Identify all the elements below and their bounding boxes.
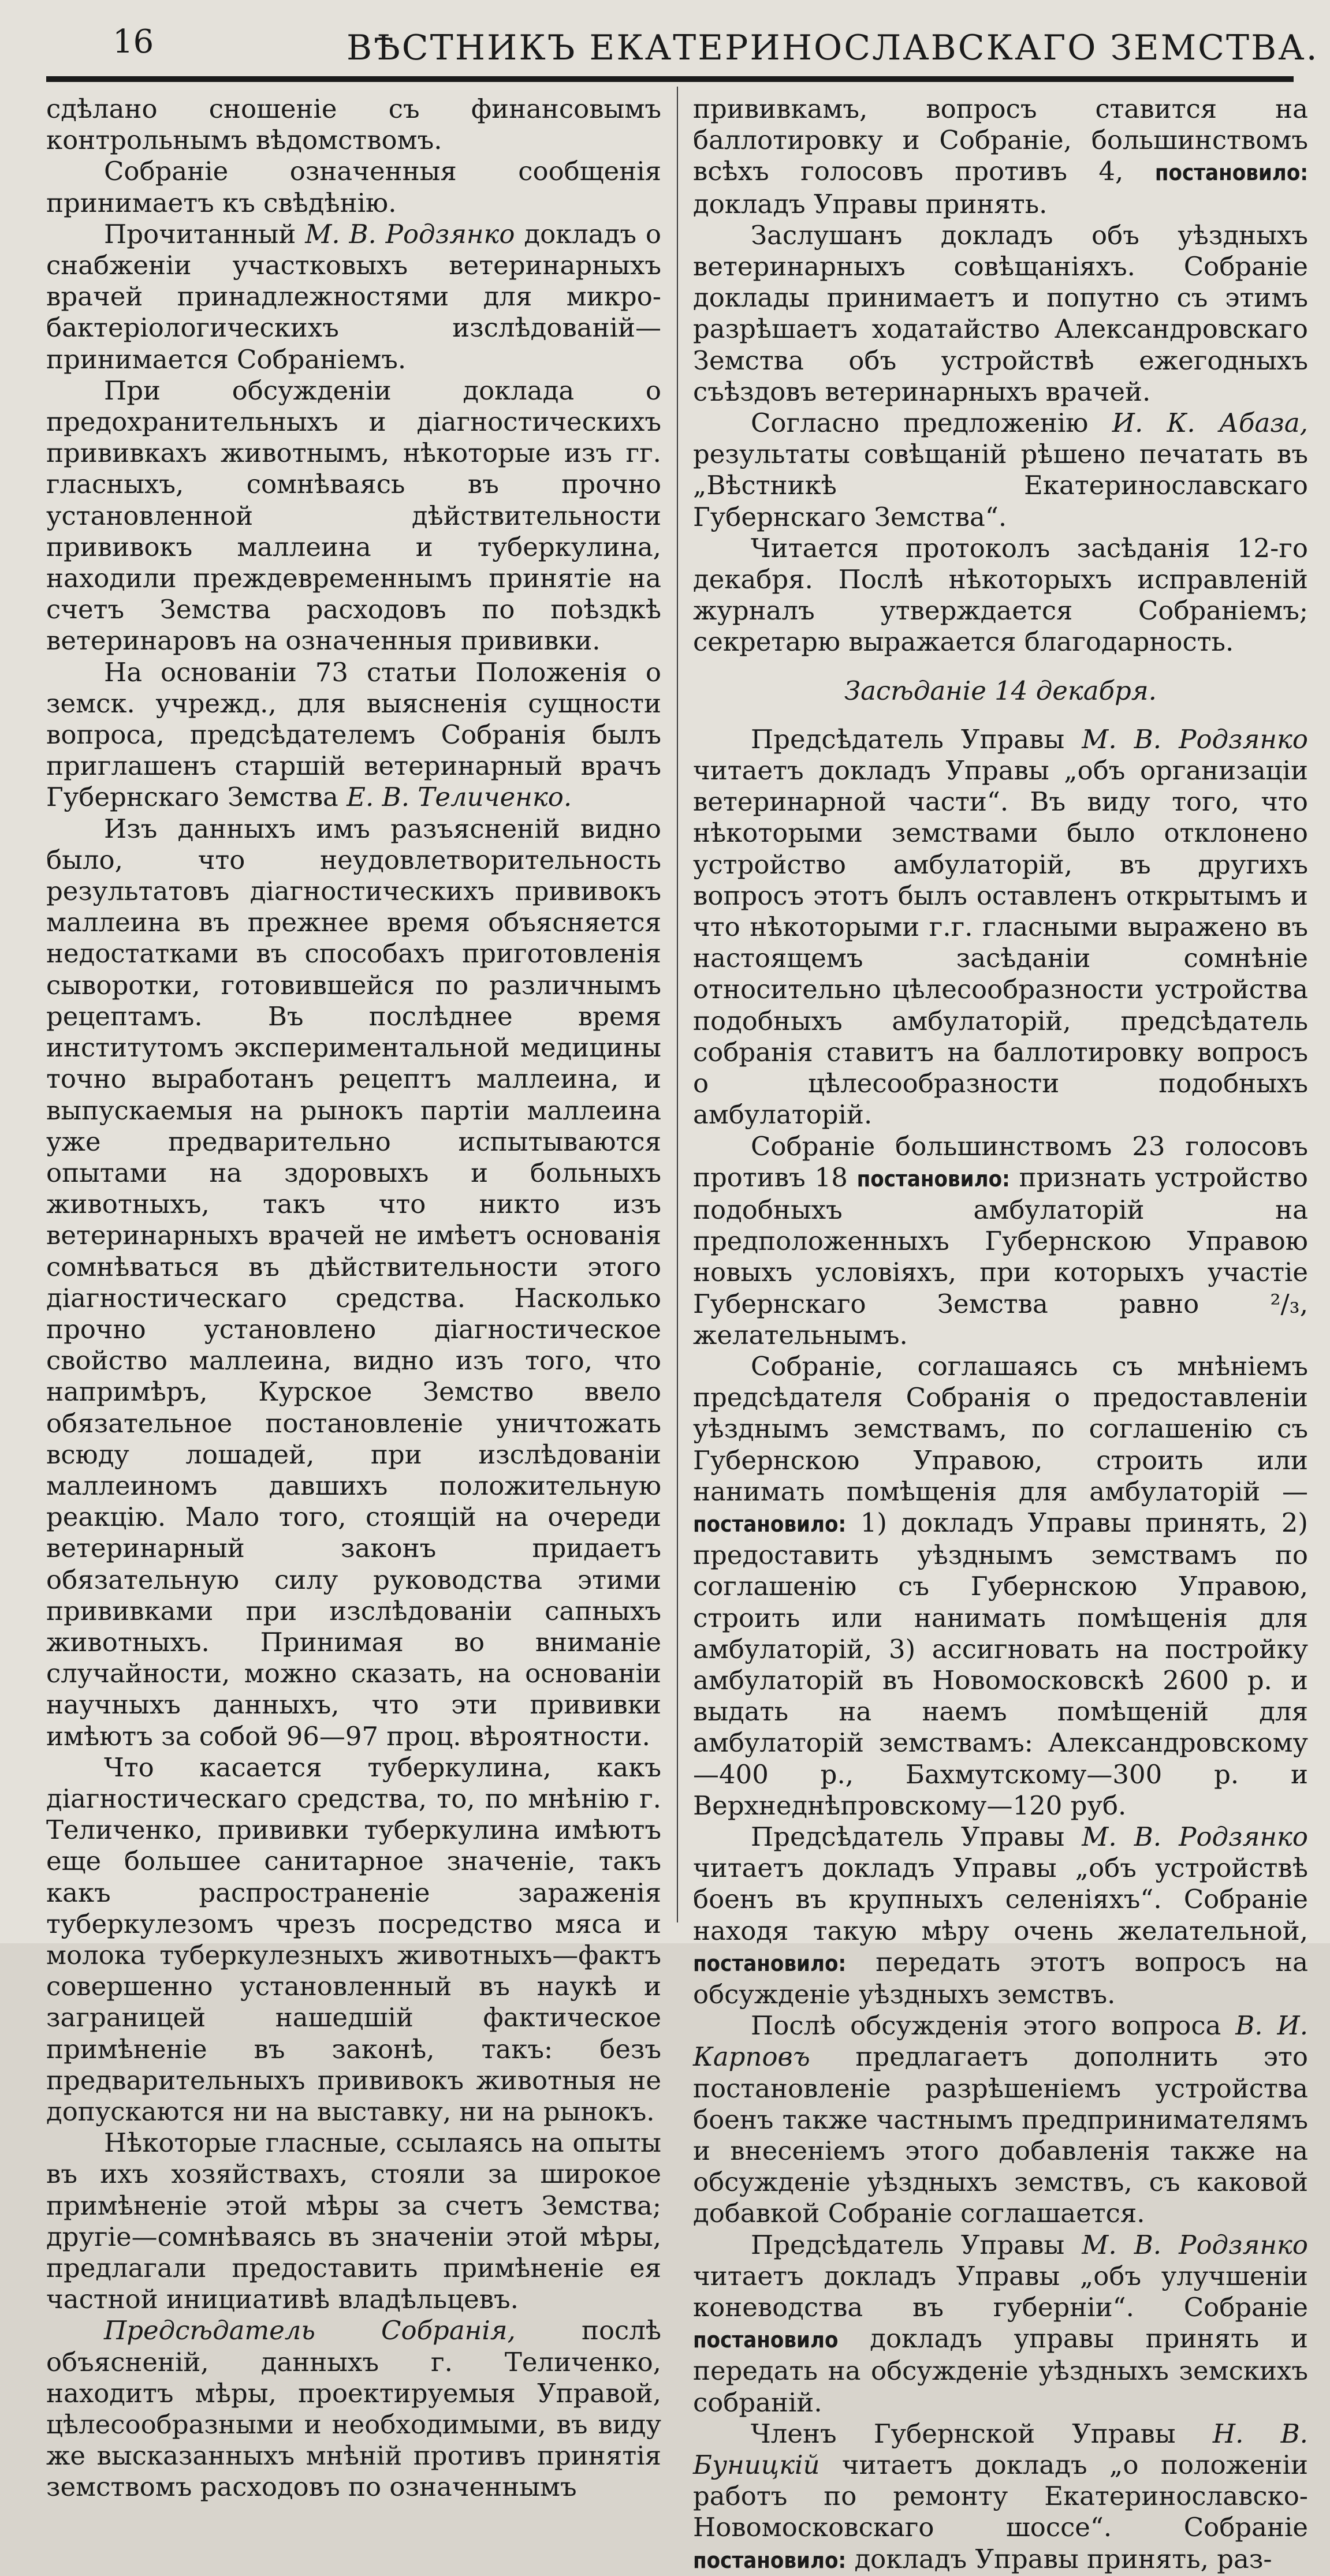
paragraph: [693, 220, 1308, 408]
text-run: результаты совѣщаній рѣшено печатать въ „Вѣстникѣ Екатеринославскаго Губернскаго Земства“.: [693, 439, 1308, 532]
paragraph: [46, 657, 661, 813]
text-run: докладъ управы принять и передать на обсужденіе уѣздныхъ земскихъ собраній.: [693, 2323, 1308, 2418]
page-number: 16: [113, 23, 154, 61]
paragraph: [693, 1131, 1308, 1351]
italic-name: Е. В. Теличенко.: [347, 782, 572, 813]
paragraph: [693, 2418, 1308, 2576]
resolution-label: постановило:: [693, 2547, 847, 2573]
italic-name: И. К. Абаза,: [1112, 408, 1308, 439]
resolution-label: постановило:: [1154, 160, 1308, 186]
text-run: Читается протоколъ засѣданія 12-го декабря. Послѣ нѣкоторыхъ исправленій журналъ утверждается Собраніемъ; секретарю выражается благодарность.: [693, 532, 1308, 658]
header-rule: [46, 76, 1294, 82]
paragraph: [46, 156, 661, 218]
text-run: предлагаетъ дополнить это постановленіе разрѣшеніемъ устройства боенъ также частнымъ предпринимателямъ и внесеніемъ этого добавленія также на обсужденіе уѣздныхъ земствъ, съ каковой добавкой Собраніе соглашается.: [693, 2041, 1308, 2229]
paragraph: [46, 1752, 661, 2127]
left-column: [46, 94, 661, 2503]
resolution-label: постановило:: [856, 1166, 1010, 1192]
text-run: Собраніе, соглашаясь съ мнѣніемъ предсѣдателя Собранія о предоставленіи уѣзднымъ земствамъ, по соглашенію съ Губернскою Управою, строить или нанимать помѣщенія для амбулаторій —: [693, 1350, 1308, 1507]
text-run: Послѣ обсужденія этого вопроса: [751, 2010, 1236, 2041]
paragraph: [693, 2010, 1308, 2229]
text-run: передать этотъ вопросъ на обсужденіе уѣздныхъ земствъ.: [693, 1946, 1308, 2010]
italic-name: Н. В. Буницкій: [693, 2418, 1308, 2481]
italic-name: М. В. Родзянко: [1082, 1821, 1309, 1852]
paragraph: [693, 408, 1308, 533]
text-run: Что касается туберкулина, какъ діагностическаго средства, то, по мнѣнію г. Теличенко, прививки туберкулина имѣютъ еще большее санитарное значеніе, такъ какъ распространеніе зараженія туберкулезомъ чрезъ посредство мяса и молока туберкулезныхъ животныхъ—фактъ совершенно установленный въ наукѣ и заграницей нашедшій фактическое примѣненіе въ законѣ, такъ: безъ предварительныхъ прививокъ животныя не допускаются ни на выставку, ни на рынокъ.: [46, 1752, 661, 2127]
paragraph: [693, 533, 1308, 658]
paragraph: [46, 813, 661, 1752]
text-run: Согласно предложенію: [751, 408, 1112, 439]
resolution-label: постановило:: [693, 1950, 847, 1976]
text-run: Предсѣдатель Управы: [751, 723, 1082, 755]
paragraph: [46, 2127, 661, 2315]
text-run: читаетъ докладъ Управы „объ устройствѣ боенъ въ крупныхъ селеніяхъ“. Собраніе находя такую мѣру очень желательной,: [693, 1853, 1308, 1946]
text-run: Собраніе означенныя сообщенія принимаетъ къ свѣдѣнію.: [46, 156, 661, 218]
text-run: читаетъ докладъ „о положеніи работъ по ремонту Екатеринославско-Новомосковскаго шоссе“. Собраніе: [693, 2450, 1308, 2543]
text-run: послѣ объясненій, данныхъ г. Теличенко, находитъ мѣры, проектируемыя Управой, цѣлесообразными и необходимыми, въ виду же высказанныхъ мнѣній противъ принятія земствомъ расходовъ по означеннымъ: [46, 2315, 661, 2503]
paragraph: [46, 94, 661, 156]
italic-name: М. В. Родзянко: [1082, 723, 1309, 755]
text-run: Собраніе большинствомъ 23 голосовъ противъ 18: [693, 1130, 1308, 1193]
paragraph: [693, 724, 1308, 1131]
text-run: Засѣданіе 14 декабря.: [844, 675, 1157, 706]
text-run: Предсѣдатель Управы: [751, 2229, 1082, 2260]
paragraph: [693, 2230, 1308, 2418]
paragraph: [693, 1351, 1308, 1821]
text-run: Нѣкоторые гласные, ссылаясь на опыты въ ихъ хозяйствахъ, стояли за широкое примѣненіе этой мѣры за счетъ Земства; другіе—сомнѣваясь въ значеніи этой мѣры, предлагали предоставить примѣненіе ея частной инициативѣ владѣльцевъ.: [46, 2127, 661, 2315]
text-run: читаетъ докладъ Управы „объ улучшеніи коневодства въ губерніи“. Собраніе: [693, 2260, 1308, 2323]
text-run: докладъ о снабженіи участковыхъ ветеринарныхъ врачей принадлежностями для микро-бактеріологическихъ изслѣдованій—принимается Собраніемъ.: [46, 218, 661, 375]
text-run: прививкамъ, вопросъ ставится на баллотировку и Собраніе, большинствомъ всѣхъ голосовъ противъ 4,: [693, 94, 1308, 187]
italic-name: В. И. Карповъ: [693, 2010, 1308, 2073]
text-run: признать устройство подобныхъ амбулаторій на предположенныхъ Губернскою Управою новыхъ условіяхъ, при которыхъ участіе Губернскаго Земства равно ²/₃, желательнымъ.: [693, 1162, 1308, 1350]
italic-name: М. В. Родзянко: [1082, 2229, 1309, 2260]
text-run: На основаніи 73 статьи Положенія о земск. учрежд., для выясненія сущности вопроса, предсѣдателемъ Собранія былъ приглашенъ старшій ветеринарный врачъ Губернскаго Земства: [46, 656, 661, 813]
text-run: Изъ данныхъ имъ разъясненій видно было, что неудовлетворительность результатовъ діагностическихъ прививокъ маллеина въ прежнее время объясняется недостатками въ способахъ приготовленія сыворотки, готовившейся по различнымъ рецептамъ. Въ послѣднее время институтомъ экспериментальной медицины точно выработанъ рецептъ маллеина, и выпускаемыя на рынокъ партіи маллеина уже предварительно испытываются опытами на здоровыхъ и больныхъ животныхъ, такъ что никто изъ ветеринарныхъ врачей не имѣетъ основанія сомнѣваться въ дѣйствительности этого діагностическаго средства. Насколько прочно установлено діагностическое свойство маллеина, видно изъ того, что напримѣръ, Курское Земство ввело обязательное постановленіе уничтожать всюду лошадей, при изслѣдованіи маллеиномъ давшихъ положительную реакцію. Мало того, стоящій на очереди ветеринарный законъ придаетъ обязательную силу руководства этими прививками при изслѣдованіи сапныхъ животныхъ. Принимая во вниманіе случайности, можно сказать, на основаніи научныхъ данныхъ, что эти прививки имѣютъ за собой 96—97 проц. вѣроятности.: [46, 813, 661, 1752]
page-header: [46, 23, 1319, 75]
paragraph: [46, 2315, 661, 2503]
text-run: Членъ Губернской Управы: [751, 2418, 1213, 2449]
resolution-label: постановило: [693, 2327, 839, 2353]
paragraph: [46, 219, 661, 375]
paragraph: [693, 94, 1308, 220]
text-run: сдѣлано сношеніе съ финансовымъ контрольнымъ вѣдомствомъ.: [46, 94, 661, 156]
text-run: докладъ Управы принять.: [693, 188, 1048, 219]
italic-name: Предсѣдатель Собранія,: [104, 2315, 516, 2346]
column-divider: [677, 87, 678, 1922]
journal-title: ВѢСТНИКЪ ЕКАТЕРИНОСЛАВСКАГО ЗЕМСТВА.: [347, 28, 1319, 68]
italic-name: М. В. Родзянко: [305, 218, 515, 249]
text-run: докладъ Управы принять, раз-: [846, 2543, 1272, 2574]
section-heading: [693, 675, 1308, 707]
text-run: Заслушанъ докладъ объ уѣздныхъ ветеринарныхъ совѣщаніяхъ. Собраніе доклады принимаетъ и попутно съ этимъ разрѣшаетъ ходатайство Александровскаго Земства объ устройствѣ ежегодныхъ съѣздовъ ветеринарныхъ врачей.: [693, 219, 1308, 407]
paragraph: [46, 375, 661, 657]
resolution-label: постановило:: [693, 1511, 847, 1537]
text-run: 1) докладъ Управы принять, 2) предоставить уѣзднымъ земствамъ по соглашенію съ Губернскою Управою, строить или нанимать помѣщенія для амбулаторій, 3) ассигновать на постройку амбулаторій въ Новомосковскѣ 2600 р. и выдать на наемъ помѣщеній для амбулаторій земствамъ: Александровскому—400 р., Бахмутскому—300 р. и Верхнеднѣпровскому—120 руб.: [693, 1507, 1308, 1821]
text-run: читаетъ докладъ Управы „объ организаціи ветеринарной части“. Въ виду того, что нѣкоторыми земствами было отклонено устройство амбулаторій, въ другихъ вопросъ этотъ былъ оставленъ открытымъ и что нѣкоторыми г.г. гласными выражено въ настоящемъ засѣданіи сомнѣніе относительно цѣлесообразности устройства подобныхъ амбулаторій, предсѣдатель собранія ставитъ на баллотировку вопросъ о цѣлесообразности подобныхъ амбулаторій.: [693, 755, 1308, 1130]
text-run: Предсѣдатель Управы: [751, 1821, 1082, 1852]
right-column: [693, 94, 1308, 2576]
text-run: Прочитанный: [104, 218, 306, 249]
text-run: При обсужденіи доклада о предохранительныхъ и діагностическихъ прививкахъ животнымъ, нѣкоторые изъ гг. гласныхъ, сомнѣваясь въ прочно установленной дѣйствительности прививокъ маллеина и туберкулина, находили преждевременнымъ принятіе на счетъ Земства расходовъ по поѣздкѣ ветеринаровъ на означенныя прививки.: [46, 375, 661, 656]
paragraph: [693, 1821, 1308, 2010]
